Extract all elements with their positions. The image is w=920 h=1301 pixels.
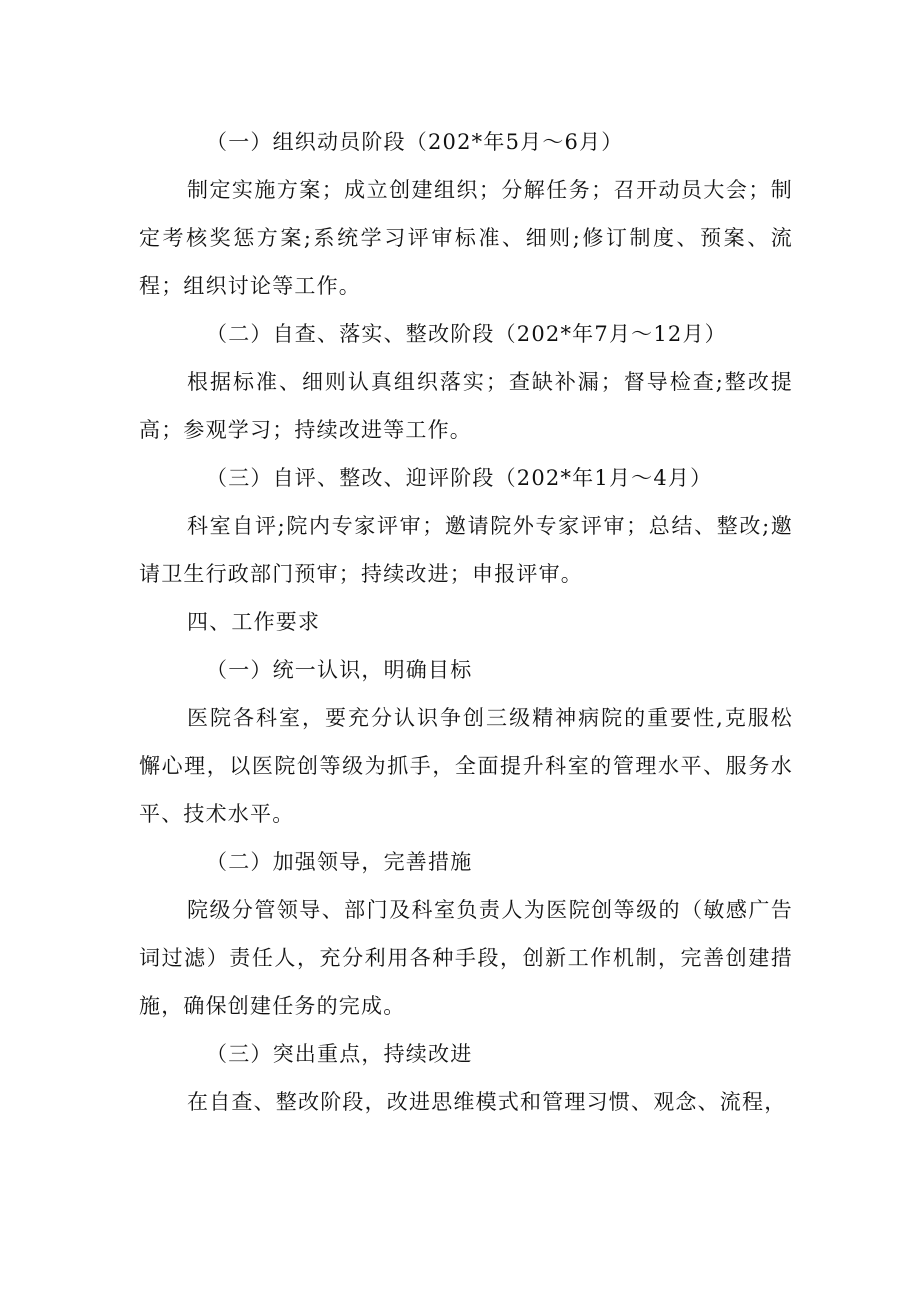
req-3-body: 在自查、整改阶段，改进思维模式和管理习惯、观念、流程， bbox=[187, 1090, 787, 1114]
req-2-heading: （二）加强领导，完善措施 bbox=[206, 850, 473, 874]
section-4-heading: 四、工作要求 bbox=[187, 610, 321, 634]
phase-3-body: 科室自评;院内专家评审；邀请院外专家评审；总结、整改;邀请卫生行政部门预审；持续改进；申报评审。 bbox=[139, 514, 793, 586]
phase-3-heading: （三）自评、整改、迎评阶段（202*年1月～4月） bbox=[206, 466, 713, 490]
phase-2-heading: （二）自查、落实、整改阶段（202*年7月～12月） bbox=[206, 322, 727, 346]
phase-1-body: 制定实施方案；成立创建组织；分解任务；召开动员大会；制定考核奖惩方案;系统学习评审标准、细则;修订制度、预案、流程；组织讨论等工作。 bbox=[139, 178, 793, 298]
req-3-heading: （三）突出重点，持续改进 bbox=[206, 1042, 473, 1066]
req-1-heading: （一）统一认识，明确目标 bbox=[206, 658, 473, 682]
req-2-body: 院级分管领导、部门及科室负责人为医院创等级的（敏感广告词过滤）责任人，充分利用各种手段，创新工作机制，完善创建措施，确保创建任务的完成。 bbox=[139, 898, 793, 1018]
document-body bbox=[139, 118, 793, 1126]
req-1-body: 医院各科室，要充分认识争创三级精神病院的重要性,克服松懈心理，以医院创等级为抓手，全面提升科室的管理水平、服务水平、技术水平。 bbox=[139, 706, 793, 826]
phase-1-heading: （一）组织动员阶段（202*年5月～6月） bbox=[206, 130, 624, 154]
phase-2-body: 根据标准、细则认真组织落实；查缺补漏；督导检查;整改提高；参观学习；持续改进等工作。 bbox=[139, 370, 793, 442]
